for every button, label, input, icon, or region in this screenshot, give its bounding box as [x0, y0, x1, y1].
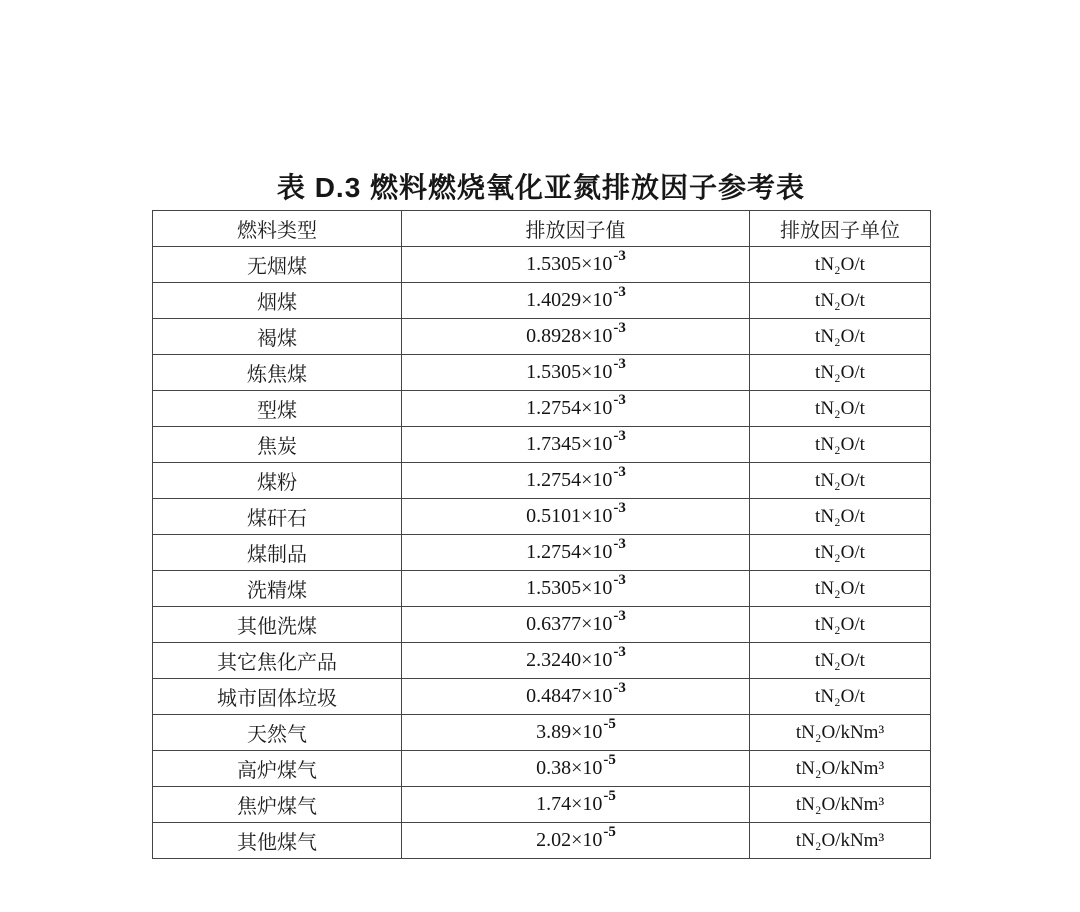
factor-unit-cell: tN₂O/t	[750, 607, 931, 643]
table-row	[153, 715, 931, 751]
exponent: -3	[613, 500, 626, 517]
table-row	[153, 319, 931, 355]
factor-value-cell: $0.5101\times 10^{-3}$	[402, 499, 750, 535]
fuel-type-cell: 天然气	[153, 715, 402, 751]
exponent: -3	[613, 284, 626, 301]
factor-unit-cell: tN₂O/t	[750, 427, 931, 463]
fuel-type-cell: 褐煤	[153, 319, 402, 355]
header-row	[153, 211, 931, 247]
fuel-type-cell: 高炉煤气	[153, 751, 402, 787]
exponent: -3	[613, 680, 626, 697]
table-row	[153, 247, 931, 283]
table-row	[153, 823, 931, 859]
exponent: -3	[613, 320, 626, 337]
exponent: -5	[603, 752, 616, 769]
factor-unit-cell: tN₂O/t	[750, 535, 931, 571]
fuel-type-cell: 煤矸石	[153, 499, 402, 535]
fuel-type-cell: 焦炭	[153, 427, 402, 463]
factor-unit-cell: tN₂O/t	[750, 391, 931, 427]
emission-factor-table	[152, 210, 931, 859]
col-header-fuel-type: 燃料类型	[153, 211, 402, 247]
exponent: -5	[603, 788, 616, 805]
factor-value-cell: $1.2754\times 10^{-3}$	[402, 391, 750, 427]
fuel-type-cell: 其他洗煤	[153, 607, 402, 643]
table-row	[153, 463, 931, 499]
exponent: -5	[603, 824, 616, 841]
factor-unit-cell: tN₂O/t	[750, 643, 931, 679]
factor-value-cell: $0.38\times 10^{-5}$	[402, 751, 750, 787]
factor-unit-cell: tN₂O/t	[750, 283, 931, 319]
fuel-type-cell: 洗精煤	[153, 571, 402, 607]
factor-unit-cell: tN₂O/t	[750, 355, 931, 391]
table-row	[153, 427, 931, 463]
factor-value-cell: $2.3240\times 10^{-3}$	[402, 643, 750, 679]
table-row	[153, 355, 931, 391]
exponent: -3	[613, 356, 626, 373]
fuel-type-cell: 炼焦煤	[153, 355, 402, 391]
factor-unit-cell: tN₂O/t	[750, 571, 931, 607]
factor-unit-cell: tN₂O/t	[750, 679, 931, 715]
exponent: -3	[613, 572, 626, 589]
table-row	[153, 571, 931, 607]
table-title: 表 D.3 燃料燃烧氧化亚氮排放因子参考表	[276, 172, 806, 203]
table-row	[153, 679, 931, 715]
factor-value-cell: $1.74\times 10^{-5}$	[402, 787, 750, 823]
factor-unit-cell: tN₂O/t	[750, 499, 931, 535]
fuel-type-cell: 型煤	[153, 391, 402, 427]
factor-value-cell: $1.2754\times 10^{-3}$	[402, 463, 750, 499]
factor-value-cell: $3.89\times 10^{-5}$	[402, 715, 750, 751]
fuel-type-cell: 其它焦化产品	[153, 643, 402, 679]
fuel-type-cell: 城市固体垃圾	[153, 679, 402, 715]
exponent: -3	[613, 248, 626, 265]
factor-value-cell: $0.6377\times 10^{-3}$	[402, 607, 750, 643]
factor-unit-cell: tN₂O/kNm³	[750, 751, 931, 787]
factor-unit-cell: tN₂O/t	[750, 247, 931, 283]
factor-unit-cell: tN₂O/kNm³	[750, 823, 931, 859]
table-row	[153, 787, 931, 823]
factor-value-cell: $1.7345\times 10^{-3}$	[402, 427, 750, 463]
table-row	[153, 499, 931, 535]
exponent: -3	[613, 464, 626, 481]
table-row	[153, 283, 931, 319]
factor-value-cell: $0.8928\times 10^{-3}$	[402, 319, 750, 355]
exponent: -3	[613, 428, 626, 445]
fuel-type-cell: 煤制品	[153, 535, 402, 571]
factor-value-cell: $0.4847\times 10^{-3}$	[402, 679, 750, 715]
exponent: -3	[613, 644, 626, 661]
factor-unit-cell: tN₂O/t	[750, 319, 931, 355]
fuel-type-cell: 煤粉	[153, 463, 402, 499]
col-header-factor-unit: 排放因子单位	[750, 211, 931, 247]
col-header-factor-value: 排放因子值	[402, 211, 750, 247]
factor-unit-cell: tN₂O/kNm³	[750, 787, 931, 823]
factor-value-cell: $2.02\times 10^{-5}$	[402, 823, 750, 859]
factor-value-cell: $1.5305\times 10^{-3}$	[402, 355, 750, 391]
fuel-type-cell: 烟煤	[153, 283, 402, 319]
exponent: -3	[613, 536, 626, 553]
factor-value-cell: $1.5305\times 10^{-3}$	[402, 571, 750, 607]
table-row	[153, 391, 931, 427]
exponent: -3	[613, 392, 626, 409]
fuel-type-cell: 焦炉煤气	[153, 787, 402, 823]
table-row	[153, 535, 931, 571]
exponent: -5	[603, 716, 616, 733]
factor-value-cell: $1.2754\times 10^{-3}$	[402, 535, 750, 571]
table-row	[153, 607, 931, 643]
factor-value-cell: $1.5305\times 10^{-3}$	[402, 247, 750, 283]
table-body	[153, 247, 931, 859]
factor-unit-cell: tN₂O/t	[750, 463, 931, 499]
fuel-type-cell: 其他煤气	[153, 823, 402, 859]
factor-value-cell: $1.4029\times 10^{-3}$	[402, 283, 750, 319]
table-row	[153, 751, 931, 787]
exponent: -3	[613, 608, 626, 625]
factor-unit-cell: tN₂O/kNm³	[750, 715, 931, 751]
table-row	[153, 643, 931, 679]
fuel-type-cell: 无烟煤	[153, 247, 402, 283]
